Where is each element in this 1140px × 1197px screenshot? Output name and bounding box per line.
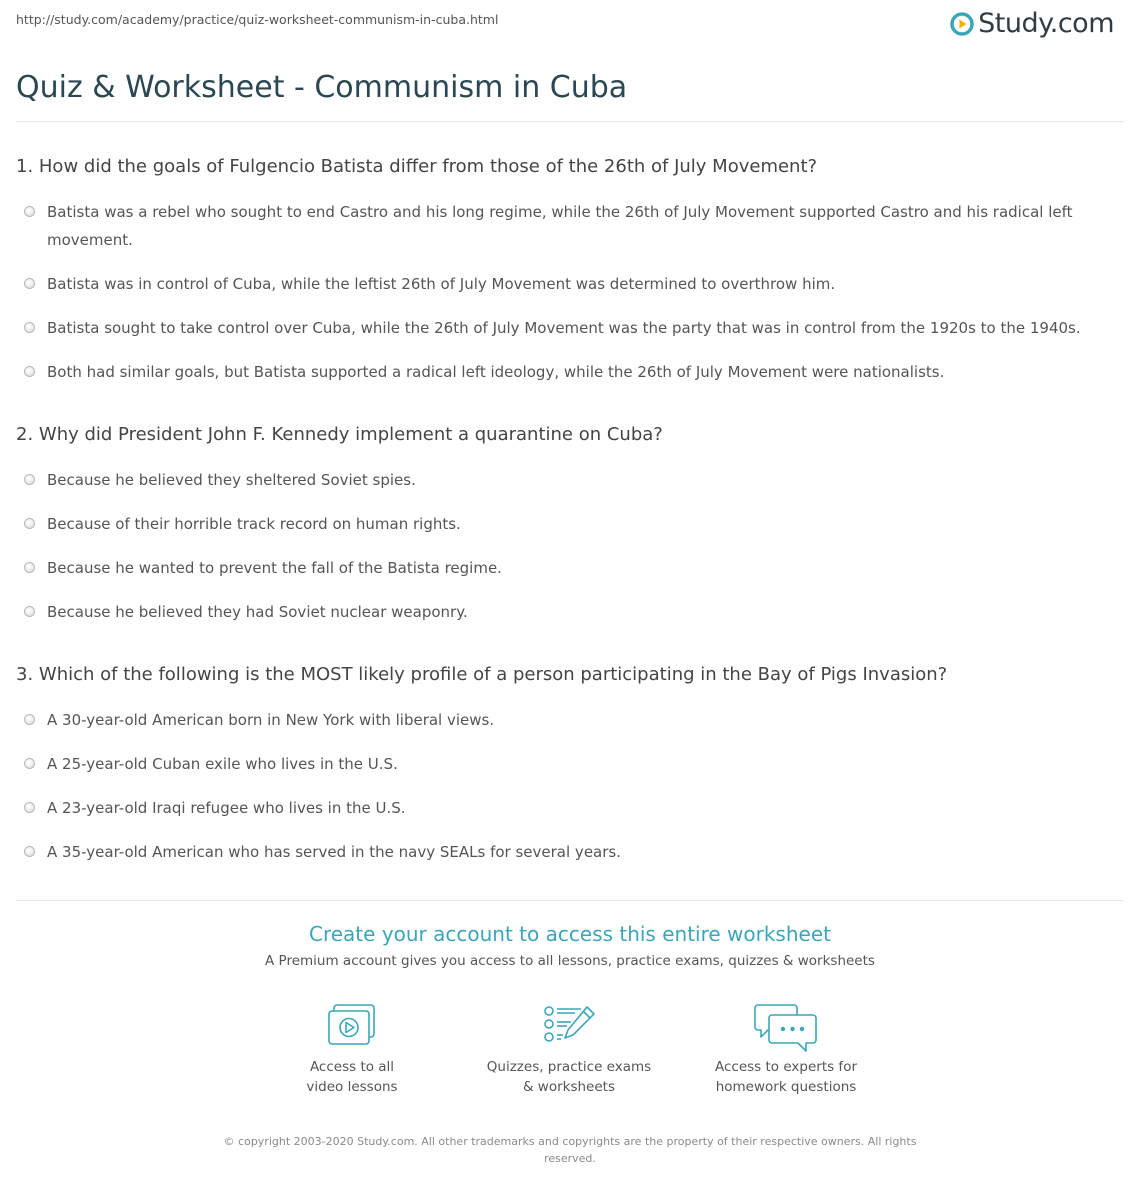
- page-url[interactable]: http://study.com/academy/practice/quiz-worksheet-communism-in-cuba.html: [16, 12, 499, 27]
- option-label: A 23-year-old Iraqi refugee who lives in the U.S.: [47, 799, 406, 817]
- video-lessons-icon: [326, 1003, 378, 1047]
- answer-option[interactable]: [16, 198, 1096, 254]
- option-label: Batista sought to take control over Cuba, while the 26th of July Movement was the party that was in control from the 1920s to the 1940s.: [47, 319, 1081, 337]
- radio-button-icon[interactable]: [24, 278, 35, 289]
- radio-button-icon[interactable]: [24, 606, 35, 617]
- answer-options: [16, 198, 1116, 386]
- page-title: Quiz & Worksheet - Communism in Cuba: [16, 70, 628, 105]
- answer-options: [16, 466, 1116, 626]
- question-text: 3. Which of the following is the MOST likely profile of a person participating in the Bay of Pigs Invasion?: [16, 664, 948, 685]
- radio-button-icon[interactable]: [24, 366, 35, 377]
- radio-button-icon[interactable]: [24, 206, 35, 217]
- study-logo[interactable]: [950, 8, 1114, 39]
- answer-option[interactable]: [16, 598, 1096, 626]
- chat-bubbles-icon: [754, 1003, 818, 1055]
- feature-label-line: Quizzes, practice exams: [486, 1059, 652, 1075]
- option-label: Both had similar goals, but Batista supported a radical left ideology, while the 26th of July Movement were nationalists.: [47, 363, 945, 381]
- option-label: Because of their horrible track record on human rights.: [47, 515, 461, 533]
- quiz-checklist-icon: [541, 1003, 597, 1047]
- feature-video-lessons: [252, 1003, 452, 1097]
- question-2: [16, 422, 1116, 642]
- feature-experts: [686, 1003, 886, 1097]
- copyright-line: © copyright 2003-2020 Study.com. All other trademarks and copyrights are the property of their respective owners. All rights: [223, 1135, 917, 1148]
- answer-option[interactable]: [16, 358, 1096, 386]
- radio-button-icon[interactable]: [24, 322, 35, 333]
- radio-button-icon[interactable]: [24, 846, 35, 857]
- feature-label-line: homework questions: [715, 1079, 857, 1095]
- answer-option[interactable]: [16, 270, 1096, 298]
- radio-button-icon[interactable]: [24, 758, 35, 769]
- answer-options: [16, 706, 1116, 866]
- copyright-line: reserved.: [544, 1152, 596, 1165]
- question-text: 2. Why did President John F. Kennedy implement a quarantine on Cuba?: [16, 424, 663, 445]
- answer-option[interactable]: [16, 838, 1096, 866]
- question-text: 1. How did the goals of Fulgencio Batista differ from those of the 26th of July Movement?: [16, 156, 818, 177]
- feature-label-line: Access to all: [309, 1059, 395, 1075]
- cta-divider: [16, 900, 1124, 901]
- option-label: Batista was in control of Cuba, while the leftist 26th of July Movement was determined to overthrow him.: [47, 275, 836, 293]
- feature-label: [252, 1057, 452, 1097]
- option-label: A 25-year-old Cuban exile who lives in the U.S.: [47, 755, 398, 773]
- answer-option[interactable]: [16, 554, 1096, 582]
- option-label: Because he believed they had Soviet nuclear weaponry.: [47, 603, 468, 621]
- title-divider: [16, 121, 1124, 122]
- option-label: A 35-year-old American who has served in the navy SEALs for several years.: [47, 843, 621, 861]
- feature-label: [686, 1057, 886, 1097]
- cta-title-link[interactable]: Create your account to access this entire worksheet: [309, 922, 831, 946]
- feature-label-line: & worksheets: [522, 1079, 615, 1095]
- answer-option[interactable]: [16, 466, 1096, 494]
- radio-button-icon[interactable]: [24, 474, 35, 485]
- feature-label: [469, 1057, 669, 1097]
- radio-button-icon[interactable]: [24, 802, 35, 813]
- option-label: Because he wanted to prevent the fall of the Batista regime.: [47, 559, 502, 577]
- answer-option[interactable]: [16, 750, 1096, 778]
- feature-label-line: Access to experts for: [714, 1059, 857, 1075]
- play-circle-icon: [950, 12, 974, 36]
- answer-option[interactable]: [16, 706, 1096, 734]
- cta-subtitle: A Premium account gives you access to all lessons, practice exams, quizzes & worksheets: [265, 953, 875, 969]
- option-label: A 30-year-old American born in New York with liberal views.: [47, 711, 495, 729]
- radio-button-icon[interactable]: [24, 562, 35, 573]
- radio-button-icon[interactable]: [24, 714, 35, 725]
- answer-option[interactable]: [16, 794, 1096, 822]
- logo-text: Study.com: [978, 8, 1114, 39]
- question-3: [16, 662, 1116, 882]
- question-1: [16, 154, 1116, 402]
- option-label: Because he believed they sheltered Soviet spies.: [47, 471, 416, 489]
- top-bar: [0, 0, 1140, 50]
- feature-quizzes: [469, 1003, 669, 1097]
- answer-option[interactable]: [16, 314, 1096, 342]
- feature-label-line: video lessons: [306, 1079, 398, 1095]
- radio-button-icon[interactable]: [24, 518, 35, 529]
- copyright-notice: [210, 1133, 930, 1167]
- option-label: Batista was a rebel who sought to end Castro and his long regime, while the 26th of July Movement supported Castro and his radical left movement.: [47, 203, 1073, 249]
- answer-option[interactable]: [16, 510, 1096, 538]
